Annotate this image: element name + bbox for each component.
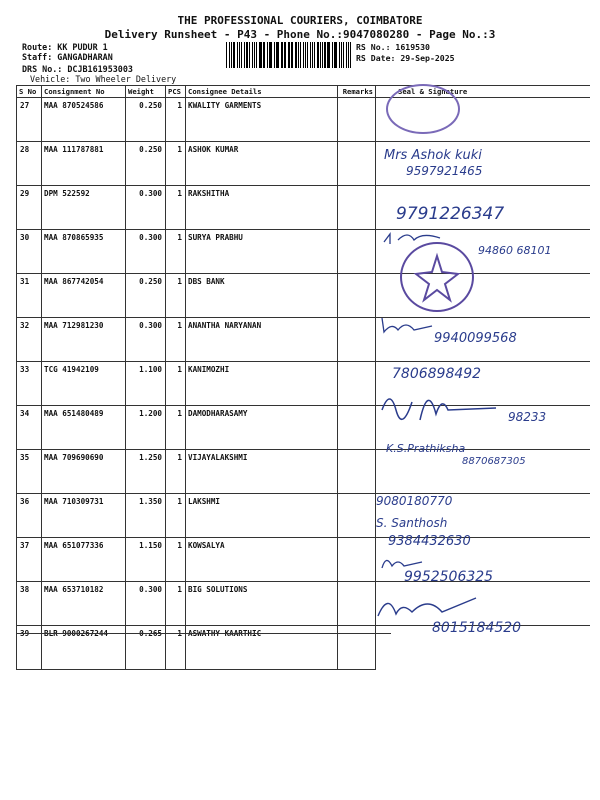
barcode-bar — [307, 42, 308, 68]
barcode-bar — [298, 42, 299, 68]
table-row — [17, 274, 590, 318]
barcode-bar — [300, 42, 301, 68]
cell-weight: 0.250 — [126, 274, 166, 318]
table-bottom-rule — [16, 633, 391, 634]
cell-consignment: MAA 709690690 — [42, 450, 126, 494]
barcode-bar — [244, 42, 245, 68]
cell-consignment: MAA 712981230 — [42, 318, 126, 362]
barcode-bar — [267, 42, 268, 68]
cell-remarks — [338, 582, 376, 626]
handwritten-phone: 9597921465 — [406, 164, 483, 178]
col-sno: S No — [17, 86, 42, 98]
signature-mark — [378, 312, 438, 338]
cell-remarks — [338, 142, 376, 186]
barcode-bar — [270, 42, 271, 68]
cell-consignment: MAA 710309731 — [42, 494, 126, 538]
barcode-bar — [346, 42, 347, 68]
cell-remarks — [338, 230, 376, 274]
handwritten-name: S. Santhosh — [376, 516, 448, 530]
cell-consignment: BLR 9000267244 — [42, 626, 126, 670]
cell-pcs: 1 — [166, 406, 186, 450]
barcode-bar — [229, 42, 230, 68]
barcode-bar — [249, 42, 250, 68]
cell-pcs: 1 — [166, 274, 186, 318]
barcode-bar — [350, 42, 351, 68]
handwritten-phone: 8870687305 — [462, 456, 526, 467]
cell-remarks — [338, 186, 376, 230]
cell-consignee: ASWATHY KAARTHIC — [186, 626, 338, 670]
barcode-bar — [348, 42, 349, 68]
table-row — [17, 582, 590, 626]
cell-sno: 35 — [17, 450, 42, 494]
barcode-bar — [274, 42, 275, 68]
barcode-bar — [259, 42, 260, 68]
drs-label: DRS No.: DCJB161953003 — [22, 64, 133, 74]
barcode-bar — [334, 42, 335, 68]
col-consignment: Consignment No — [42, 86, 126, 98]
cell-sno: 39 — [17, 626, 42, 670]
cell-remarks — [338, 318, 376, 362]
cell-consignment: MAA 870865935 — [42, 230, 126, 274]
barcode-bar — [288, 42, 289, 68]
handwritten-name: K.S.Prathiksha — [386, 442, 466, 455]
col-weight: Weight — [126, 86, 166, 98]
cell-consignee: ANANTHA NARYANAN — [186, 318, 338, 362]
handwritten-phone: 9384432630 — [388, 534, 471, 549]
cell-consignment: MAA 651480489 — [42, 406, 126, 450]
barcode-bar — [239, 42, 240, 68]
cell-sno: 36 — [17, 494, 42, 538]
stamp-emblem-icon — [402, 244, 472, 310]
cell-consignment: DPM 522592 — [42, 186, 126, 230]
cell-sno: 27 — [17, 98, 42, 142]
barcode-bar — [256, 42, 257, 68]
cell-remarks — [338, 406, 376, 450]
barcode-bar — [324, 42, 325, 68]
barcode-bar — [269, 42, 270, 68]
barcode-bar — [303, 42, 304, 68]
barcode-bar — [327, 42, 328, 68]
cell-pcs: 1 — [166, 186, 186, 230]
barcode-bar — [260, 42, 261, 68]
barcode-bar — [237, 42, 238, 68]
barcode-bar — [322, 42, 323, 68]
cell-remarks — [338, 98, 376, 142]
cell-consignee: VIJAYALAKSHMI — [186, 450, 338, 494]
handwritten-phone: 9940099568 — [434, 331, 517, 346]
cell-remarks — [338, 450, 376, 494]
col-pcs: PCS — [166, 86, 186, 98]
barcode-bar — [332, 42, 333, 68]
col-seal-signature: Seal & Signature — [376, 86, 590, 98]
barcode-bar — [317, 42, 319, 68]
cell-consignment: MAA 111787881 — [42, 142, 126, 186]
signature-mark — [378, 552, 428, 574]
barcode-bar — [263, 42, 265, 68]
route-label: Route: KK PUDUR 1 — [22, 42, 108, 52]
barcode-bar — [343, 42, 344, 68]
cell-weight: 0.300 — [126, 230, 166, 274]
cell-consignment: TCG 41942109 — [42, 362, 126, 406]
barcode-bar — [241, 42, 242, 68]
cell-remarks — [338, 494, 376, 538]
cell-weight: 0.250 — [126, 98, 166, 142]
barcode-bar — [291, 42, 292, 68]
handwritten-phone: 8015184520 — [432, 620, 522, 636]
vehicle-label: Vehicle: Two Wheeler Delivery — [30, 74, 177, 84]
cell-consignee: KWALITY GARMENTS — [186, 98, 338, 142]
cell-pcs: 1 — [166, 582, 186, 626]
courier-stamp-mid — [400, 242, 474, 312]
cell-consignment: MAA 867742054 — [42, 274, 126, 318]
cell-weight: 1.350 — [126, 494, 166, 538]
cell-weight: 0.300 — [126, 582, 166, 626]
cell-consignee: ASHOK KUMAR — [186, 142, 338, 186]
barcode-bar — [312, 42, 313, 68]
cell-pcs: 1 — [166, 626, 186, 670]
barcode-bar — [335, 42, 337, 68]
cell-consignee: KANIMOZHI — [186, 362, 338, 406]
barcode-bar — [328, 42, 329, 68]
table-row — [17, 142, 590, 186]
barcode-bar — [292, 42, 293, 68]
table-header-row — [17, 86, 590, 98]
cell-consignee: KOWSALYA — [186, 538, 338, 582]
cell-weight: 1.250 — [126, 450, 166, 494]
rs-date: RS Date: 29-Sep-2025 — [356, 53, 455, 63]
cell-sno: 33 — [17, 362, 42, 406]
handwritten-phone: 9952506325 — [404, 569, 494, 585]
cell-weight: 0.300 — [126, 318, 166, 362]
cell-pcs: 1 — [166, 318, 186, 362]
company-title: THE PROFESSIONAL COURIERS, COIMBATORE — [177, 14, 423, 27]
handwritten-phone: 9080180770 — [376, 494, 453, 508]
signature-mark — [380, 228, 450, 248]
barcode-bar — [277, 42, 279, 68]
cell-consignee: LAKSHMI — [186, 494, 338, 538]
barcode-bar — [341, 42, 342, 68]
barcode-bar — [310, 42, 311, 68]
rs-number: RS No.: 1619530 — [356, 42, 430, 52]
barcode-bar — [254, 42, 255, 68]
cell-weight: 1.200 — [126, 406, 166, 450]
cell-consignee: DAMODHARASAMY — [186, 406, 338, 450]
table-row — [17, 494, 590, 538]
runsheet-table — [16, 85, 590, 670]
barcode-bar — [233, 42, 235, 68]
barcode-bar — [252, 42, 253, 68]
table-row — [17, 538, 590, 582]
cell-sno: 29 — [17, 186, 42, 230]
col-consignee: Consignee Details — [186, 86, 338, 98]
cell-sno: 32 — [17, 318, 42, 362]
cell-consignee: SURYA PRABHU — [186, 230, 338, 274]
cell-sno: 37 — [17, 538, 42, 582]
cell-pcs: 1 — [166, 494, 186, 538]
cell-weight: 1.150 — [126, 538, 166, 582]
cell-pcs: 1 — [166, 142, 186, 186]
cell-pcs: 1 — [166, 98, 186, 142]
runsheet-barcode — [226, 42, 353, 68]
barcode-bar — [276, 42, 277, 68]
cell-consignee: DBS BANK — [186, 274, 338, 318]
cell-remarks — [338, 362, 376, 406]
cell-consignment: MAA 653710182 — [42, 582, 126, 626]
barcode-bar — [246, 42, 248, 68]
barcode-bar — [284, 42, 285, 68]
cell-sno: 30 — [17, 230, 42, 274]
cell-pcs: 1 — [166, 450, 186, 494]
barcode-bar — [295, 42, 297, 68]
cell-consignment: MAA 870524586 — [42, 98, 126, 142]
handwritten-phone: 7806898492 — [392, 366, 482, 382]
cell-pcs: 1 — [166, 230, 186, 274]
cell-sno: 31 — [17, 274, 42, 318]
barcode-bar — [281, 42, 282, 68]
barcode-bar — [285, 42, 286, 68]
cell-consignee: RAKSHITHA — [186, 186, 338, 230]
barcode-bar — [314, 42, 315, 68]
handwritten-phone: 9791226347 — [396, 204, 505, 224]
cell-consignee: BIG SOLUTIONS — [186, 582, 338, 626]
signature-mark — [372, 592, 482, 622]
cell-remarks — [338, 538, 376, 582]
signature-mark — [376, 380, 506, 430]
cell-weight: 1.100 — [126, 362, 166, 406]
handwritten-phone: 98233 — [508, 410, 547, 424]
cell-consignment: MAA 651077336 — [42, 538, 126, 582]
cell-weight: 0.250 — [126, 142, 166, 186]
barcode-bar — [305, 42, 306, 68]
handwritten-phone: 94860 68101 — [478, 244, 552, 257]
courier-stamp-top — [386, 84, 460, 134]
table-row — [17, 98, 590, 142]
cell-pcs: 1 — [166, 362, 186, 406]
barcode-bar — [339, 42, 340, 68]
col-remarks: Remarks — [338, 86, 376, 98]
cell-weight: 0.265 — [126, 626, 166, 670]
cell-pcs: 1 — [166, 538, 186, 582]
cell-sno: 38 — [17, 582, 42, 626]
barcode-bar — [231, 42, 232, 68]
barcode-bar — [320, 42, 321, 68]
cell-remarks — [338, 274, 376, 318]
cell-weight: 0.300 — [126, 186, 166, 230]
runsheet-subtitle: Delivery Runsheet - P43 - Phone No.:9047080280 - Page No.:3 — [104, 28, 496, 41]
staff-label: Staff: GANGADHARAN — [22, 52, 113, 62]
cell-sno: 34 — [17, 406, 42, 450]
barcode-bar — [226, 42, 227, 68]
handwritten-note: Mrs Ashok kuki — [384, 148, 482, 163]
cell-sno: 28 — [17, 142, 42, 186]
